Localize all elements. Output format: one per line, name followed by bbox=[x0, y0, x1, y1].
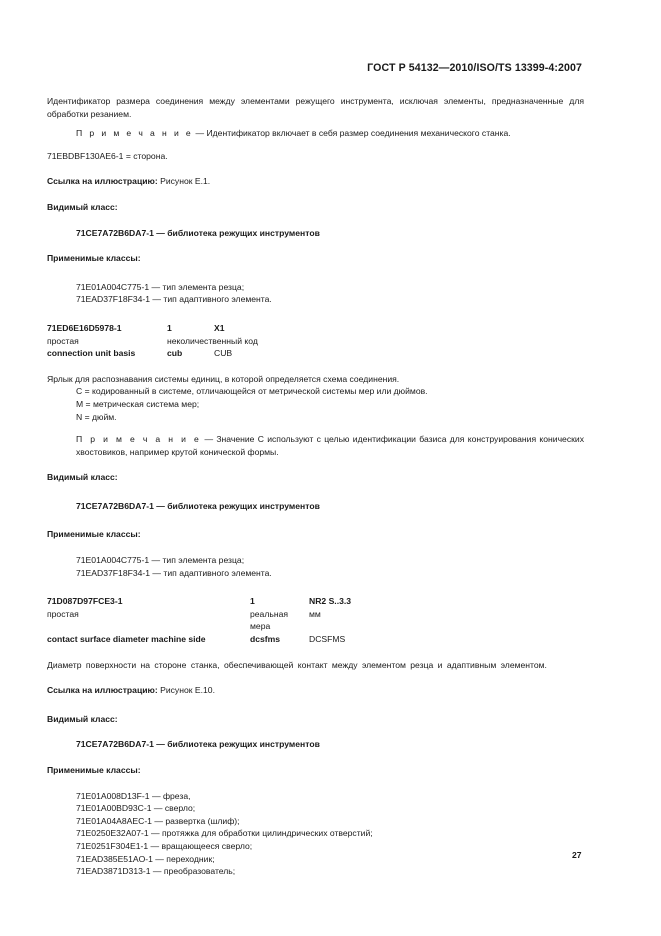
note-prefix: П р и м е ч а н и е bbox=[76, 434, 202, 445]
list-item: 71EAD3871D313-1 — преобразователь; bbox=[76, 866, 236, 877]
list-item: 71E01A004C775-1 — тип элемента резца; bbox=[76, 555, 245, 566]
property-type-row bbox=[47, 335, 584, 348]
property-unit: мм bbox=[309, 608, 321, 619]
list-item: 71E01A04A8AEC-1 — развертка (шлиф); bbox=[76, 815, 240, 826]
list-item: 71E01A00BD93C-1 — сверло; bbox=[76, 803, 196, 814]
property-name-row bbox=[47, 347, 584, 360]
property-symbol: cub bbox=[167, 348, 183, 359]
applicable-classes-label: Применимые классы: bbox=[47, 529, 141, 540]
note bbox=[47, 127, 584, 140]
figure-reference bbox=[47, 175, 584, 188]
property-kind: простая bbox=[47, 335, 79, 346]
list-item: 71E0251F304E1-1 — вращающееся сверло; bbox=[76, 840, 253, 851]
list-item: C = кодированный в системе, отличающейся от метрической системы мер или дюймов. bbox=[76, 386, 428, 397]
example-text: 71EBDBF130AE6-1 = сторона. bbox=[47, 150, 168, 161]
note-prefix: П р и м е ч а н и е bbox=[76, 128, 194, 139]
property-header-row bbox=[47, 322, 584, 335]
property-name: connection unit basis bbox=[47, 348, 136, 359]
note-text: — Идентификатор включает в себя размер соединения механического станка. bbox=[193, 128, 511, 139]
property-value-type: реальная мера bbox=[250, 608, 289, 632]
visible-class-label: Видимый класс: bbox=[47, 201, 118, 212]
page-header: ГОСТ Р 54132—2010/ISO/TS 13399-4:2007 bbox=[367, 62, 582, 74]
figure-reference-label: Ссылка на иллюстрацию: bbox=[47, 176, 158, 187]
applicable-classes-list bbox=[47, 281, 584, 306]
property-version: 1 bbox=[250, 596, 255, 607]
figure-reference-label: Ссылка на иллюстрацию: bbox=[47, 685, 158, 696]
property-version: 1 bbox=[167, 322, 172, 333]
visible-class-value: 71CE7A72B6DA7-1 — библиотека режущих инструментов bbox=[76, 227, 320, 238]
property-id: 71ED6E16D5978-1 bbox=[47, 322, 122, 333]
property-description: Диаметр поверхности на стороне станка, обеспечивающей контакт между элементом резца и адаптивным элементом. bbox=[47, 659, 547, 670]
note bbox=[47, 433, 584, 458]
property-header-row bbox=[47, 595, 584, 608]
property-options-list bbox=[47, 385, 584, 423]
applicable-classes-list bbox=[47, 790, 584, 878]
property-code: NR2 S..3.3 bbox=[309, 596, 352, 607]
property-kind: простая bbox=[47, 608, 79, 619]
property-block bbox=[47, 322, 584, 360]
visible-class-label: Видимый класс: bbox=[47, 713, 118, 724]
list-item: M = метрическая система мер; bbox=[76, 398, 200, 409]
list-item: 71EAD37F18F34-1 — тип адаптивного элемента. bbox=[76, 567, 272, 578]
figure-reference bbox=[47, 684, 584, 697]
list-item: 71E01A008D13F-1 — фреза, bbox=[76, 790, 191, 801]
visible-class-value: 71CE7A72B6DA7-1 — библиотека режущих инструментов bbox=[76, 739, 320, 750]
property-symbol: dcsfms bbox=[250, 634, 281, 645]
note-text: — Значение С используют с целью идентификации базиса для конструирования конических хвостовиков, например крутой конической формы. bbox=[76, 434, 584, 457]
applicable-classes-label: Применимые классы: bbox=[47, 253, 141, 264]
applicable-classes-label: Применимые классы: bbox=[47, 765, 141, 775]
figure-reference-value: Рисунок Е.10. bbox=[157, 685, 215, 696]
figure-reference-value: Рисунок Е.1. bbox=[157, 176, 211, 187]
page-number: 27 bbox=[572, 850, 582, 860]
property-id: 71D087D97FCE3-1 bbox=[47, 596, 123, 607]
list-item: 71EAD37F18F34-1 — тип адаптивного элемента. bbox=[76, 294, 272, 305]
visible-class-value: 71CE7A72B6DA7-1 — библиотека режущих инструментов bbox=[76, 500, 320, 511]
list-item: 71E0250E32A07-1 — протяжка для обработки цилиндрических отверстий; bbox=[76, 828, 373, 839]
property-name: contact surface diameter machine side bbox=[47, 634, 206, 645]
definition-text: Идентификатор размера соединения между элементами режущего инструмента, исключая элементы, предназначенные для обработки резанием. bbox=[47, 96, 584, 119]
applicable-classes-list bbox=[47, 554, 584, 579]
property-symbol-upper: CUB bbox=[214, 348, 233, 359]
property-type-row bbox=[47, 608, 584, 633]
property-description: Ярлык для распознавания системы единиц, в которой определяется схема соединения. bbox=[47, 373, 400, 384]
visible-class-label: Видимый класс: bbox=[47, 472, 118, 483]
property-code: X1 bbox=[214, 322, 225, 333]
list-item: N = дюйм. bbox=[76, 411, 117, 422]
property-block bbox=[47, 595, 584, 645]
property-value-type: неколичественный код bbox=[167, 335, 258, 346]
page-content bbox=[47, 95, 584, 878]
list-item: 71EAD385E51AO-1 — переходник; bbox=[76, 853, 215, 864]
list-item: 71E01A004C775-1 — тип элемента резца; bbox=[76, 281, 245, 292]
property-symbol-upper: DCSFMS bbox=[309, 634, 346, 645]
property-name-row bbox=[47, 633, 584, 646]
